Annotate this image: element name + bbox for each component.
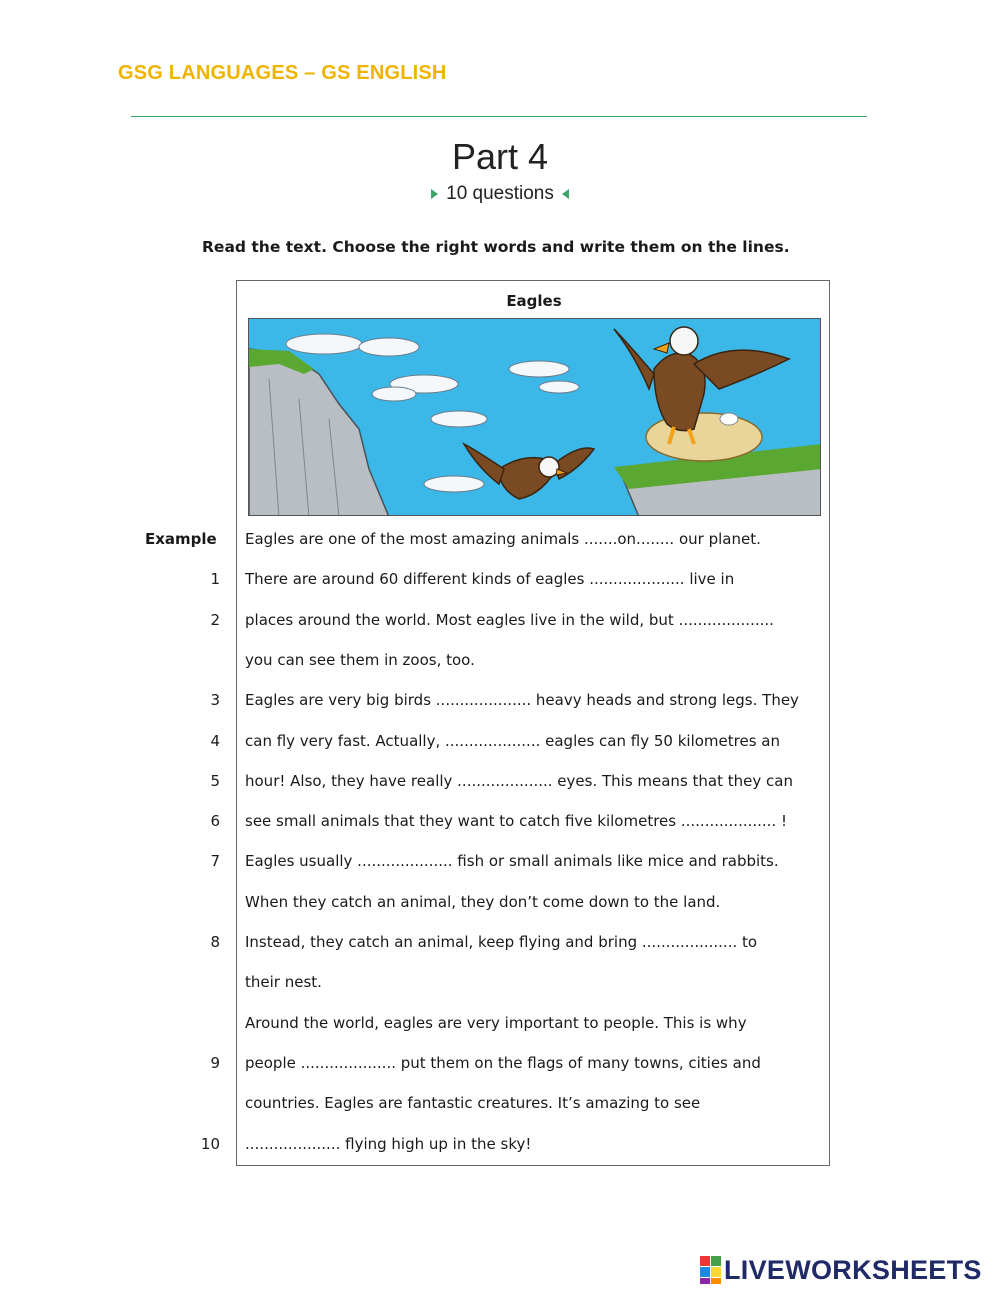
- text-box: [236, 280, 830, 1166]
- text-line: When they catch an animal, they don’t come down to the land.: [245, 893, 721, 911]
- example-line: Eagles are one of the most amazing animals .......on........ our planet.: [245, 530, 761, 548]
- text-line: Around the world, eagles are very important to people. This is why: [245, 1014, 747, 1032]
- text-line: people .................... put them on the flags of many towns, cities and: [245, 1054, 761, 1072]
- text-line: .................... flying high up in the sky!: [245, 1135, 532, 1153]
- question-number: 7: [210, 852, 220, 870]
- question-number: 2: [210, 611, 220, 629]
- triangle-left-icon: [562, 189, 569, 199]
- text-line: Eagles usually .................... fish or small animals like mice and rabbits.: [245, 852, 779, 870]
- question-number: 9: [210, 1054, 220, 1072]
- text-line: you can see them in zoos, too.: [245, 651, 475, 669]
- question-number: 1: [210, 570, 220, 588]
- instruction: Read the text. Choose the right words and write them on the lines.: [202, 238, 790, 256]
- logo-text: LIVEWORKSHEETS: [724, 1254, 982, 1285]
- part-title: Part 4: [451, 136, 549, 177]
- logo-icon: [700, 1256, 721, 1284]
- question-number: 6: [210, 812, 220, 830]
- header-rule: [131, 116, 867, 117]
- question-number: 5: [210, 772, 220, 790]
- triangle-right-icon: [431, 189, 438, 199]
- text-line: countries. Eagles are fantastic creatures. It’s amazing to see: [245, 1094, 701, 1112]
- text-line: places around the world. Most eagles live in the wild, but ....................: [245, 611, 774, 629]
- question-number: 3: [210, 691, 220, 709]
- text-line: hour! Also, they have really .................... eyes. This means that they can: [245, 772, 793, 790]
- eagles-illustration-svg: [249, 319, 821, 516]
- text-line: Eagles are very big birds .................... heavy heads and strong legs. They: [245, 691, 799, 709]
- example-label: Example: [145, 530, 217, 548]
- eagles-illustration: [248, 318, 821, 516]
- part-subtitle: [0, 183, 1000, 205]
- text-line: There are around 60 different kinds of eagles .................... live in: [245, 570, 735, 588]
- liveworksheets-logo: [700, 1255, 982, 1285]
- text-line: can fly very fast. Actually, .................... eagles can fly 50 kilometres an: [245, 732, 780, 750]
- subtitle-text: 10 questions: [446, 183, 554, 204]
- header-title: GSG LANGUAGES – GS ENGLISH: [118, 62, 447, 84]
- question-number: 10: [200, 1135, 220, 1153]
- question-number: 8: [210, 933, 220, 951]
- nest: [646, 413, 762, 461]
- question-number: 4: [210, 732, 220, 750]
- text-title: Eagles: [506, 292, 562, 310]
- text-line: Instead, they catch an animal, keep flying and bring .................... to: [245, 933, 758, 951]
- text-line: their nest.: [245, 973, 322, 991]
- text-line: see small animals that they want to catch five kilometres .................... !: [245, 812, 787, 830]
